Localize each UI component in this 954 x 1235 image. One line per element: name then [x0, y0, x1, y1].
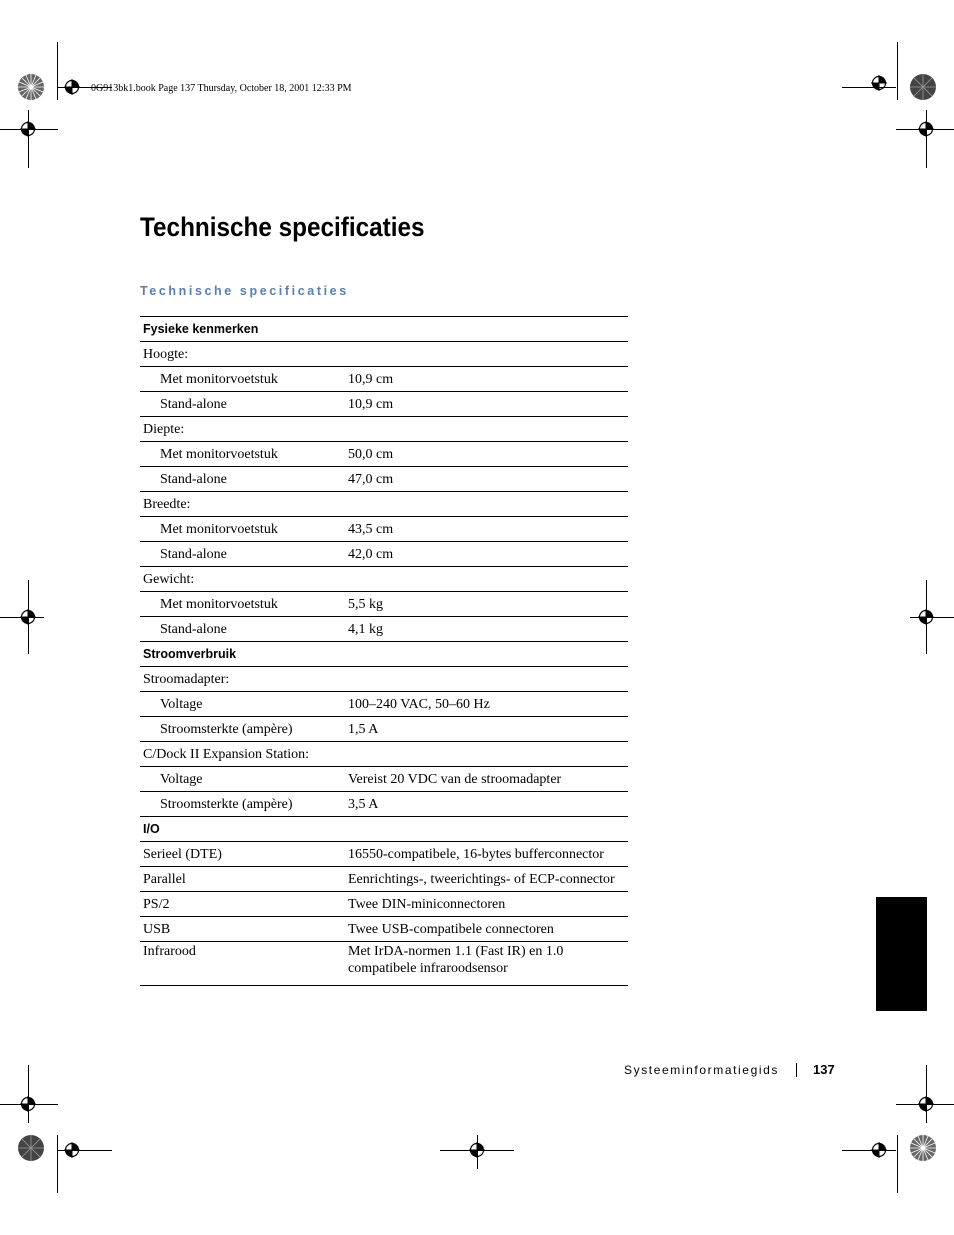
- crop-mark: [926, 110, 927, 168]
- spec-label: Met monitorvoetstuk: [140, 442, 345, 467]
- spec-label: C/Dock II Expansion Station:: [140, 742, 345, 767]
- registration-mark-icon: [64, 1142, 80, 1158]
- table-row: [140, 942, 628, 986]
- table-row: [140, 667, 628, 692]
- footer-separator: [796, 1063, 797, 1077]
- registration-mark-icon: [871, 1142, 887, 1158]
- spec-value: Eenrichtings-, tweerichtings- of ECP-connector: [345, 867, 628, 892]
- spec-label: Hoogte:: [140, 342, 345, 367]
- spec-table: [140, 316, 628, 986]
- spec-label: Stand-alone: [140, 617, 345, 642]
- crop-mark: [842, 87, 896, 88]
- starburst-target-icon: [909, 73, 937, 101]
- table-row: [140, 592, 628, 617]
- spec-value: Vereist 20 VDC van de stroomadapter: [345, 767, 628, 792]
- spec-value: [345, 317, 628, 342]
- spec-value: Twee DIN-miniconnectoren: [345, 892, 628, 917]
- table-row: [140, 467, 628, 492]
- spec-label: Stand-alone: [140, 542, 345, 567]
- spec-value: [345, 742, 628, 767]
- spec-label: Stroomadapter:: [140, 667, 345, 692]
- crop-mark: [842, 1150, 896, 1151]
- spec-value: 47,0 cm: [345, 467, 628, 492]
- spec-value: [345, 342, 628, 367]
- spec-value: 42,0 cm: [345, 542, 628, 567]
- spec-table-body: [140, 317, 628, 986]
- spec-value: 16550-compatibele, 16-bytes bufferconnector: [345, 842, 628, 867]
- spec-label: Stand-alone: [140, 392, 345, 417]
- table-row: [140, 542, 628, 567]
- crop-mark: [926, 1065, 927, 1123]
- spec-value: 4,1 kg: [345, 617, 628, 642]
- spec-label: I/O: [140, 817, 345, 842]
- registration-mark-icon: [20, 1096, 36, 1112]
- table-row: [140, 517, 628, 542]
- table-row: [140, 842, 628, 867]
- table-row: [140, 742, 628, 767]
- spec-label: Infrarood: [140, 942, 345, 986]
- registration-mark-icon: [918, 1096, 934, 1112]
- spec-label: Stroomverbruik: [140, 642, 345, 667]
- spec-value: 5,5 kg: [345, 592, 628, 617]
- table-row: [140, 717, 628, 742]
- table-row: [140, 692, 628, 717]
- registration-mark-icon: [20, 121, 36, 137]
- table-row: [140, 567, 628, 592]
- page-number: 137: [813, 1062, 835, 1077]
- spec-label: Stroomsterkte (ampère): [140, 792, 345, 817]
- registration-mark-icon: [20, 609, 36, 625]
- starburst-target-icon: [17, 73, 45, 101]
- spec-label: Breedte:: [140, 492, 345, 517]
- spec-label: Met monitorvoetstuk: [140, 592, 345, 617]
- table-row: [140, 617, 628, 642]
- spec-label: USB: [140, 917, 345, 942]
- table-row: [140, 492, 628, 517]
- spec-value: [345, 492, 628, 517]
- spec-value: 3,5 A: [345, 792, 628, 817]
- spec-value: 1,5 A: [345, 717, 628, 742]
- table-row: [140, 442, 628, 467]
- spec-label: Stand-alone: [140, 467, 345, 492]
- table-row: [140, 367, 628, 392]
- spec-label: Serieel (DTE): [140, 842, 345, 867]
- table-row: [140, 892, 628, 917]
- spec-label: PS/2: [140, 892, 345, 917]
- spec-label: Voltage: [140, 767, 345, 792]
- registration-mark-icon: [64, 79, 80, 95]
- spec-value: 10,9 cm: [345, 367, 628, 392]
- spec-label: Stroomsterkte (ampère): [140, 717, 345, 742]
- table-row: [140, 417, 628, 442]
- footer-guide-name: Systeeminformatiegids: [624, 1063, 779, 1077]
- spec-value: 43,5 cm: [345, 517, 628, 542]
- spec-value: 100–240 VAC, 50–60 Hz: [345, 692, 628, 717]
- spec-value: [345, 642, 628, 667]
- starburst-target-icon: [909, 1134, 937, 1162]
- registration-mark-icon: [469, 1142, 485, 1158]
- spec-value: 10,9 cm: [345, 392, 628, 417]
- section-header-row: [140, 817, 628, 842]
- spec-label: Met monitorvoetstuk: [140, 367, 345, 392]
- spec-value: Met IrDA-normen 1.1 (Fast IR) en 1.0 compatibele infraroodsensor: [345, 942, 628, 986]
- page-title: Technische specificaties: [140, 212, 425, 242]
- print-header: 0G913bk1.book Page 137 Thursday, October 18, 2001 12:33 PM: [91, 83, 352, 94]
- table-row: [140, 867, 628, 892]
- spec-value: [345, 417, 628, 442]
- starburst-target-icon: [17, 1134, 45, 1162]
- crop-mark: [57, 1135, 58, 1193]
- table-row: [140, 792, 628, 817]
- spec-label: Met monitorvoetstuk: [140, 517, 345, 542]
- table-caption: Technische specificaties: [140, 284, 349, 298]
- spec-value: [345, 667, 628, 692]
- registration-mark-icon: [871, 75, 887, 91]
- spec-value: Twee USB-compatibele connectoren: [345, 917, 628, 942]
- spec-label: Parallel: [140, 867, 345, 892]
- crop-mark: [897, 42, 898, 100]
- spec-value: [345, 567, 628, 592]
- crop-mark: [28, 110, 29, 168]
- crop-mark: [57, 42, 58, 100]
- section-header-row: [140, 642, 628, 667]
- spec-value: [345, 817, 628, 842]
- crop-mark: [897, 1135, 898, 1193]
- section-header-row: [140, 317, 628, 342]
- table-row: [140, 917, 628, 942]
- table-row: [140, 342, 628, 367]
- spec-label: Gewicht:: [140, 567, 345, 592]
- spec-label: Diepte:: [140, 417, 345, 442]
- registration-mark-icon: [918, 609, 934, 625]
- spec-label: Fysieke kenmerken: [140, 317, 345, 342]
- section-tab: [876, 897, 927, 1011]
- registration-mark-icon: [918, 121, 934, 137]
- table-row: [140, 767, 628, 792]
- crop-mark: [28, 1065, 29, 1123]
- spec-value: 50,0 cm: [345, 442, 628, 467]
- table-row: [140, 392, 628, 417]
- spec-label: Voltage: [140, 692, 345, 717]
